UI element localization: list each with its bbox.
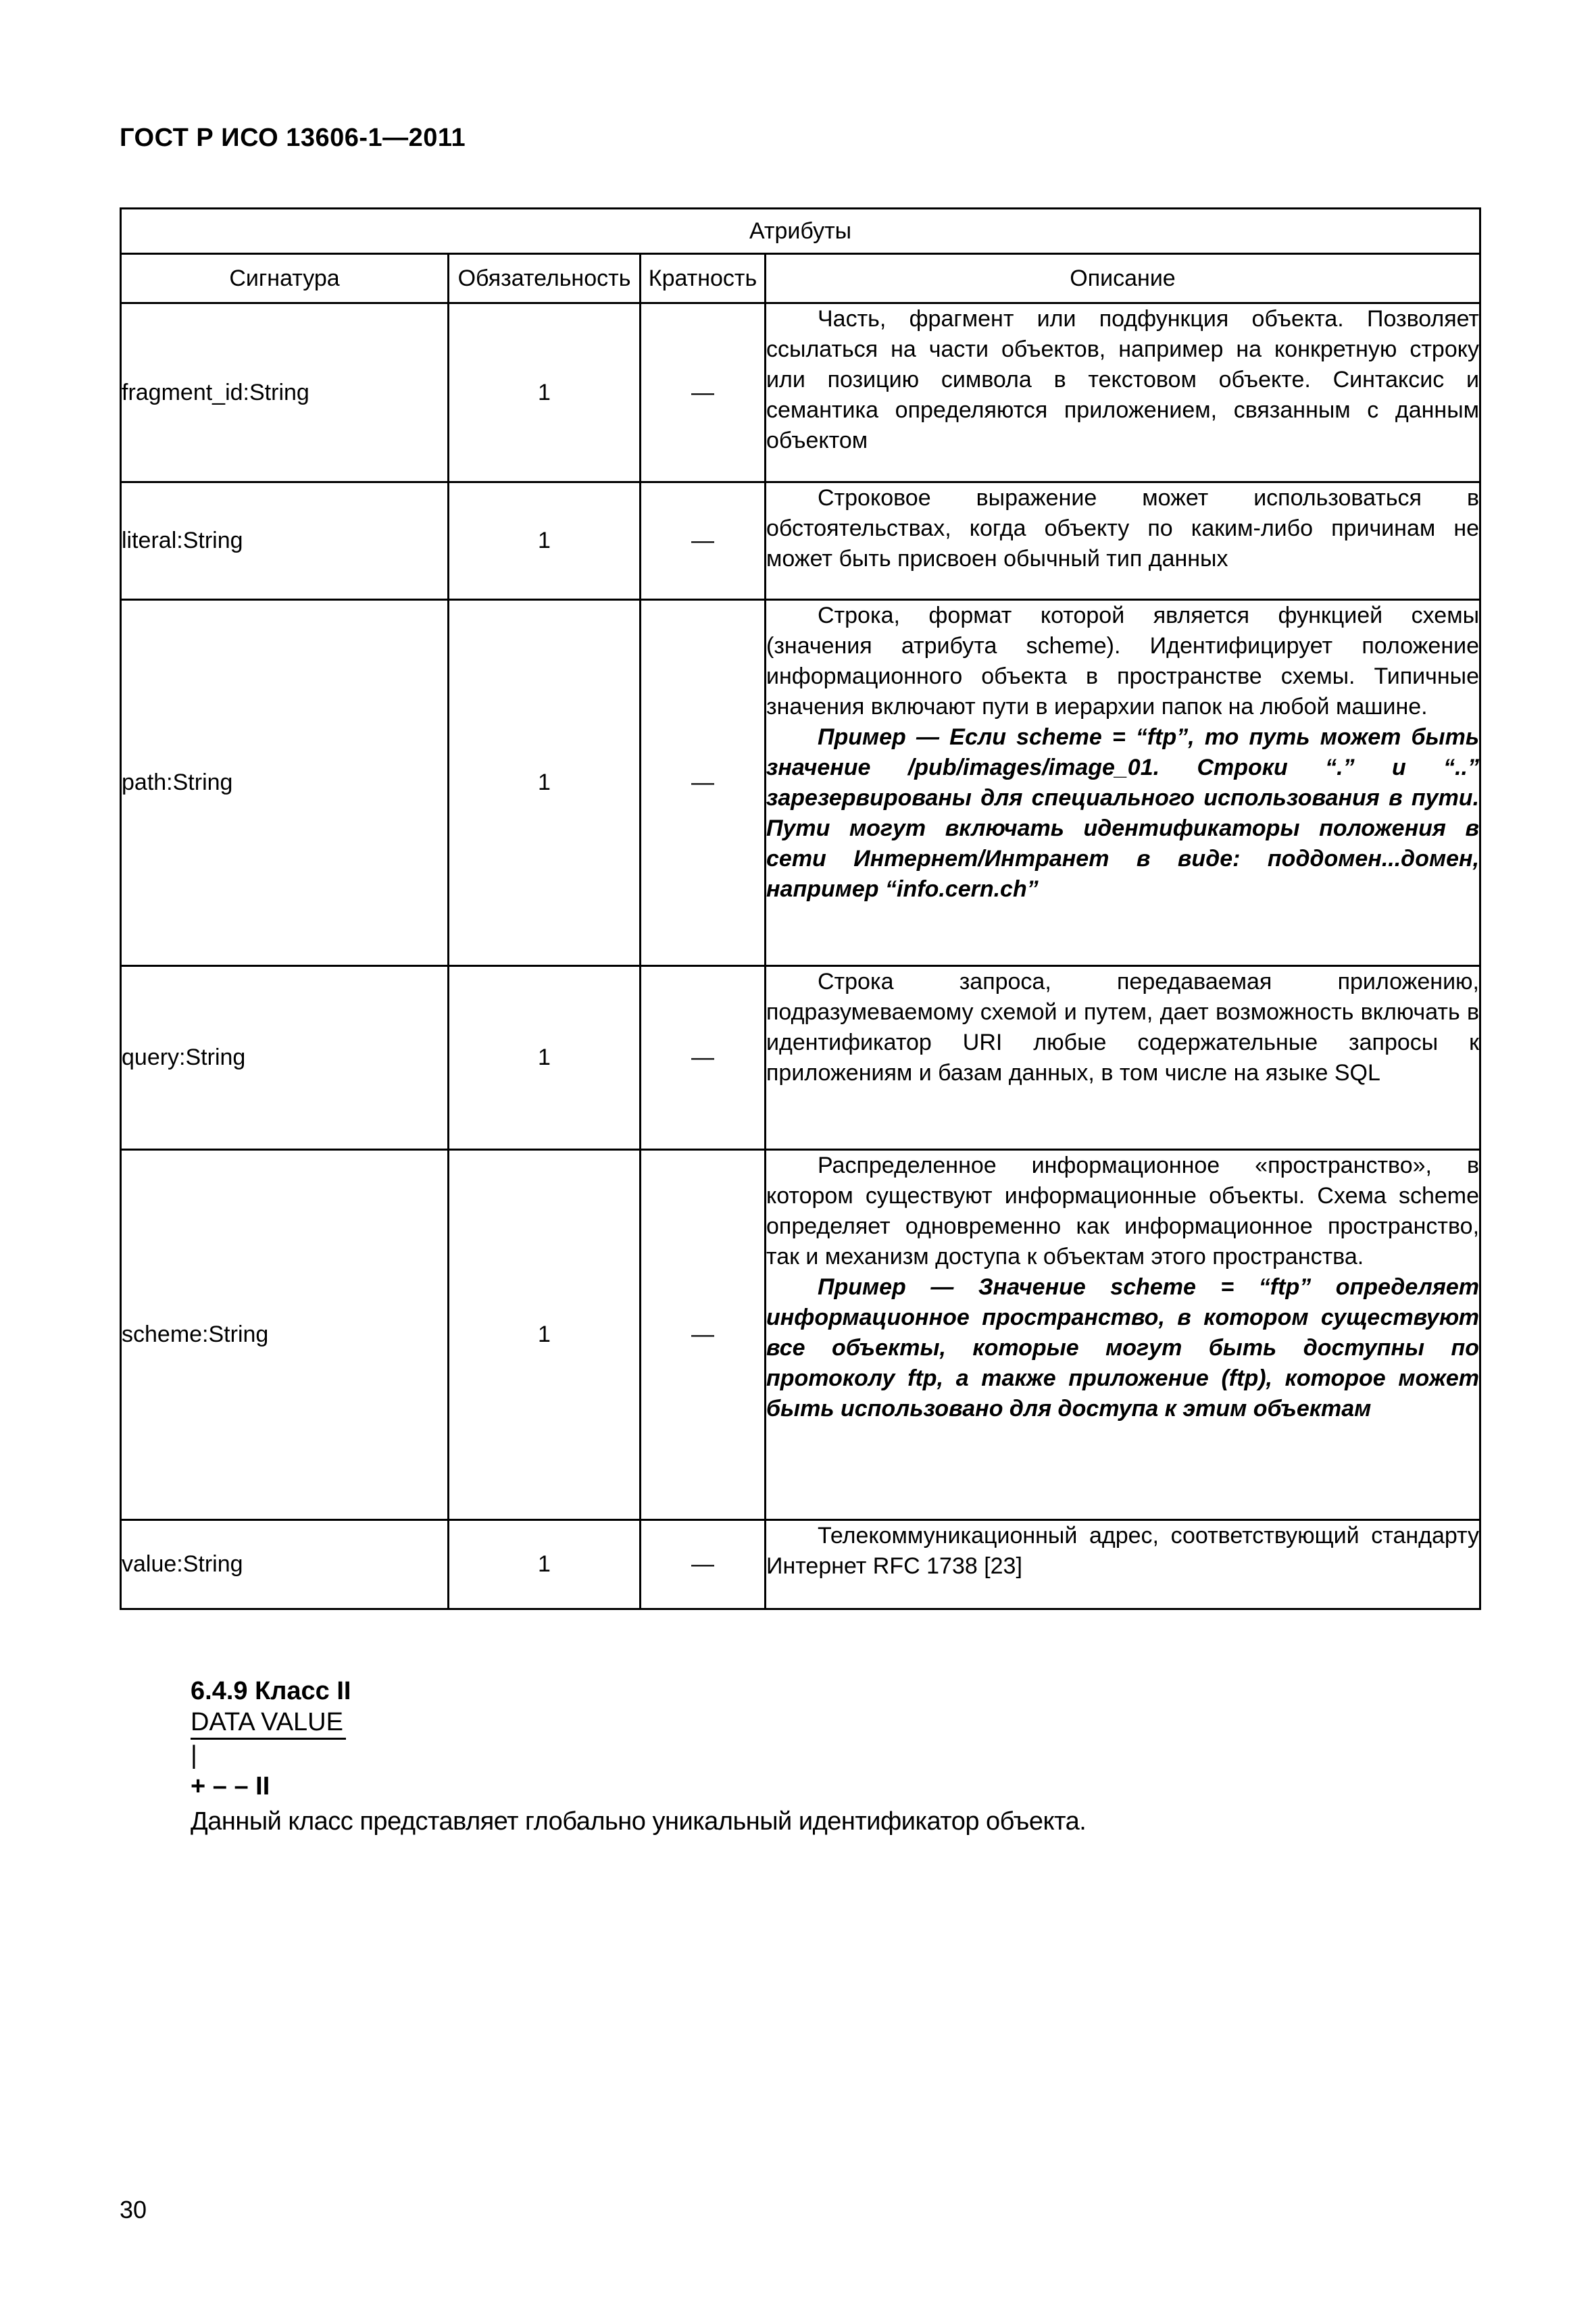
multiplicity-cell: — [641, 482, 766, 600]
mandatory-cell: 1 [449, 1150, 641, 1520]
description-cell [766, 1520, 1480, 1609]
example-text: Пример — Значение scheme = “ftp” определяет информационное пространство, в котором существуют все объекты, которые могут быть доступны по протоколу ftp, а также приложение (ftp), которое может быть использовано для доступа к этим объектам [766, 1274, 1480, 1422]
multiplicity-cell: — [641, 1150, 766, 1520]
description-cell [766, 1150, 1480, 1520]
table-row [121, 303, 1480, 482]
page-number: 30 [120, 2196, 147, 2223]
table-row [121, 482, 1480, 600]
mandatory-cell: 1 [449, 303, 641, 482]
description-text: Телекоммуникационный адрес, соответствующий стандарту Интернет RFC 1738 [23] [766, 1523, 1480, 1579]
section-title: 6.4.9 Класс II [191, 1677, 351, 1705]
description-cell [766, 600, 1480, 966]
column-header-signature: Сигнатура [121, 254, 449, 303]
multiplicity-cell: — [641, 303, 766, 482]
multiplicity-cell: — [641, 600, 766, 966]
table-caption-row [121, 209, 1480, 254]
table-row [121, 600, 1480, 966]
section-text: Данный класс представляет глобально уникальный идентификатор объекта. [191, 1807, 1087, 1836]
description-cell [766, 966, 1480, 1150]
description-text: Распределенное информационное «пространство», в котором существуют информационные объекты. Схема scheme определяет одновременно как информационное пространство, так и механизм доступа к объектам этого пространства. [766, 1153, 1480, 1269]
mandatory-cell: 1 [449, 600, 641, 966]
mandatory-cell: 1 [449, 482, 641, 600]
description-text: Строковое выражение может использоваться в обстоятельствах, когда объекту по каким-либо причинам не может быть присвоен обычный тип данных [766, 485, 1480, 572]
section-6-4-9 [191, 1676, 1086, 1837]
parent-class-label: DATA VALUE [191, 1707, 346, 1740]
description-text: Строка, формат которой является функцией схемы (значения атрибута scheme). Идентифицирует положение информационного объекта в пространстве схемы. Типичные значения включают пути в иерархии папок на любой машине. [766, 603, 1480, 720]
column-header-description: Описание [766, 254, 1480, 303]
multiplicity-cell: — [641, 966, 766, 1150]
column-header-mandatory: Обязательность [449, 254, 641, 303]
multiplicity-cell: — [641, 1520, 766, 1609]
table-caption: Атрибуты [121, 209, 1480, 254]
description-text: Строка запроса, передаваемая приложению, подразумеваемому схемой и путем, дает возможность включать в идентификатор URI любые содержательные запросы к приложениям и базам данных, в том числе на языке SQL [766, 969, 1480, 1086]
mandatory-cell: 1 [449, 1520, 641, 1609]
signature-cell: literal:String [121, 482, 449, 600]
table-row [121, 1520, 1480, 1609]
signature-cell: value:String [121, 1520, 449, 1609]
mandatory-cell: 1 [449, 966, 641, 1150]
description-cell [766, 303, 1480, 482]
inheritance-bar: | [191, 1741, 197, 1769]
example-text: Пример — Если scheme = “ftp”, то путь может быть значение /pub/images/image_01. Строки “.” и “..” зарезервированы для специального использования в пути. Пути могут включать идентификаторы положения в сети Интернет/Интранет в виде: поддомен...домен, например “info.cern.ch” [766, 724, 1480, 902]
description-cell [766, 482, 1480, 600]
attributes-table [120, 207, 1481, 1610]
signature-cell: fragment_id:String [121, 303, 449, 482]
table-header-row [121, 254, 1480, 303]
table-row [121, 966, 1480, 1150]
signature-cell: path:String [121, 600, 449, 966]
column-header-multiplicity: Кратность [641, 254, 766, 303]
signature-cell: query:String [121, 966, 449, 1150]
description-text: Часть, фрагмент или подфункция объекта. Позволяет ссылаться на части объектов, например на конкретную строку или позицию символа в текстовом объекте. Синтаксис и семантика определяются приложением, связанным с данным объектом [766, 306, 1480, 453]
table-row [121, 1150, 1480, 1520]
inheritance-connector: + – – II [191, 1772, 270, 1801]
signature-cell: scheme:String [121, 1150, 449, 1520]
document-header: ГОСТ Р ИСО 13606-1—2011 [120, 124, 466, 152]
